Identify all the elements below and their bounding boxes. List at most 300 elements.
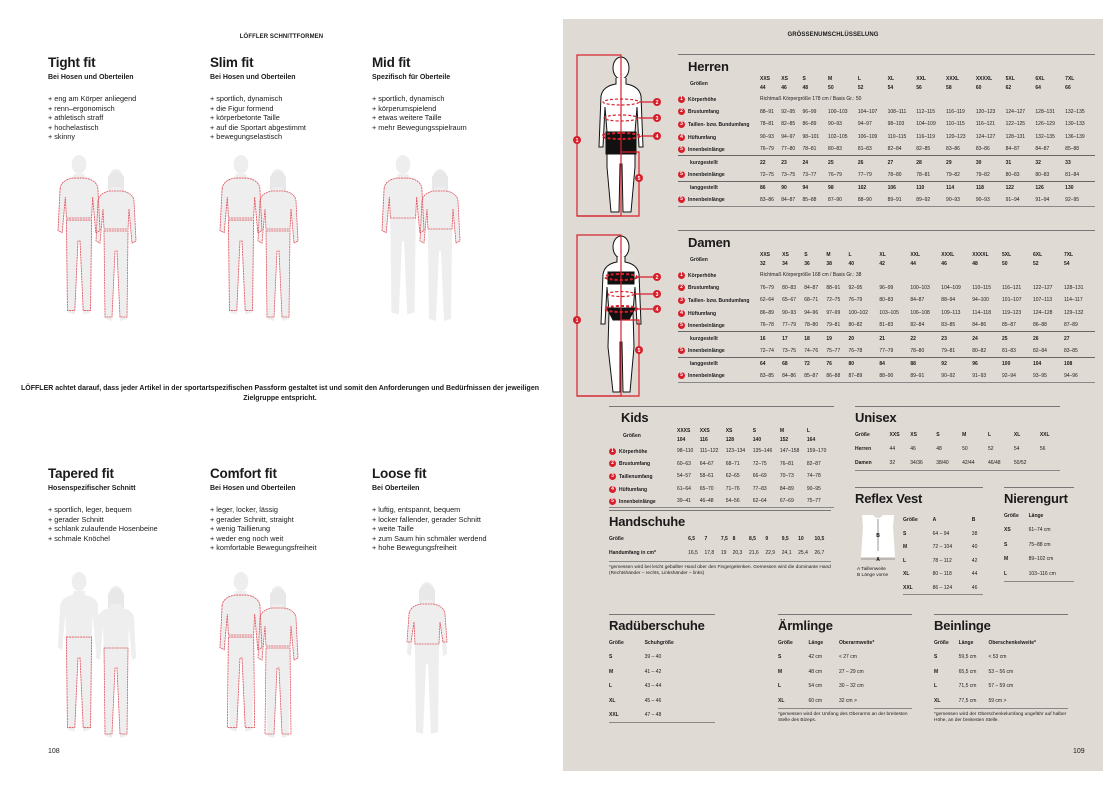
table-cell: 122–127 xyxy=(1032,284,1053,291)
table-cell: 26 xyxy=(858,156,888,169)
table-cell: S xyxy=(778,654,782,661)
table-row xyxy=(609,679,715,694)
table-cell: 120–123 xyxy=(975,108,996,115)
table-row xyxy=(678,194,1095,207)
table-cell: 81–83 xyxy=(1002,347,1016,354)
table-cell: 54 cm xyxy=(808,683,823,690)
table-cell: 75–77 xyxy=(807,495,834,508)
table-cell: 75–77 xyxy=(826,347,841,354)
row-label xyxy=(678,169,760,182)
koerperhoehe-note: Richtmaß Körpergröße 178 cm / Basis Gr.: 50 xyxy=(760,96,862,103)
table-cell: XXL xyxy=(609,708,645,723)
table-cell: 65–67 xyxy=(782,297,797,304)
table-cell: 98–110 xyxy=(677,448,694,455)
table-cell: 27 – 29 cm xyxy=(838,668,864,675)
table-cell: 32 cm > xyxy=(839,694,912,709)
size-table xyxy=(678,250,1095,383)
table-cell: 86 xyxy=(760,181,781,194)
reflex-vest-title: Reflex Vest xyxy=(855,491,923,506)
table-cell: 50 xyxy=(962,446,968,452)
table-cell: 82–84 xyxy=(887,146,902,153)
table-cell: 61–74 cm xyxy=(1028,527,1051,534)
fit-bullet: + sportlich, leger, bequem xyxy=(48,505,132,514)
size-number-cell: 66 xyxy=(1065,85,1071,91)
table-cell: 116–121 xyxy=(975,121,995,128)
table-cell: XL xyxy=(778,694,808,709)
fit-bullet: + etwas weitere Taille xyxy=(372,113,442,123)
table-row xyxy=(678,106,1095,119)
table-cell: 94–96 xyxy=(804,310,819,317)
fit-title: Mid fit xyxy=(372,55,411,70)
number-badge: 4 xyxy=(678,134,685,141)
table-cell: 72–74 xyxy=(760,347,774,354)
table-cell: 20,3 xyxy=(733,546,749,561)
size-cell: XXL xyxy=(916,75,926,82)
table-cell: 84–87 xyxy=(1005,146,1020,153)
table-row xyxy=(609,483,834,496)
table-cell: 108–111 xyxy=(887,108,907,115)
table-cell: 84–87 xyxy=(781,194,802,207)
table-row xyxy=(678,307,1095,320)
table-row xyxy=(678,282,1095,295)
fit-block xyxy=(372,466,532,553)
header-cell: A xyxy=(932,517,937,523)
vest-mark-b: B xyxy=(876,533,880,539)
footnote: *gemessen wird der Oberschenkelumfang ungefähr auf halber Höhe, an der breitesten Stelle. xyxy=(934,711,1067,723)
table-cell: 106–109 xyxy=(857,134,878,141)
table-cell: 91–93 xyxy=(972,370,1002,383)
table-cell: 96–99 xyxy=(879,284,894,291)
table-cell: 100–102 xyxy=(848,310,868,317)
row-label-text: Körperhöhe xyxy=(688,96,717,103)
table-cell: 72 xyxy=(804,357,826,370)
table-cell: 78–80 xyxy=(804,322,819,329)
table-row xyxy=(903,581,983,595)
row-label-text: Innenbeinlänge xyxy=(688,347,725,354)
header-cell: Größe xyxy=(609,536,624,542)
fit-block xyxy=(48,55,208,142)
table-cell: 61–64 xyxy=(677,486,691,493)
table-cell: 85–88 xyxy=(803,194,829,207)
vest-icon xyxy=(859,513,897,561)
table-cell: 89–102 cm xyxy=(1028,556,1054,563)
size-number-cell: 50 xyxy=(828,85,834,91)
table-cell: 116–121 xyxy=(1002,284,1022,291)
row-label xyxy=(678,194,760,207)
table-cell: 98–101 xyxy=(802,134,820,141)
table-cell: 59 cm > xyxy=(988,694,1068,709)
fit-bullet: + komfortable Bewegungsfreiheit xyxy=(210,543,317,553)
header-cell: 10,5 xyxy=(814,536,825,542)
fit-bullet-list xyxy=(210,505,370,553)
table-cell: 24,1 xyxy=(782,546,798,561)
row-label xyxy=(678,319,760,332)
table-cell: 82–87 xyxy=(806,460,821,467)
table-row xyxy=(778,650,912,665)
table-cell: 72–75 xyxy=(826,297,841,304)
table-cell: 58–61 xyxy=(699,473,714,480)
table-cell: 78 – 112 xyxy=(932,557,952,564)
table-cell: 17,8 xyxy=(704,546,720,561)
table-cell: 17 xyxy=(782,332,804,345)
fit-bullet: + luftig, entspannt, bequem xyxy=(372,505,461,514)
size-number-cell: 140 xyxy=(752,437,762,443)
table-cell: 24 xyxy=(972,332,1002,345)
section-title: Nierengurt xyxy=(1004,491,1068,506)
table-cell: 78–81 xyxy=(802,146,817,153)
section-rule xyxy=(678,54,1095,55)
table-cell: S xyxy=(1004,541,1008,548)
row-label xyxy=(609,495,677,508)
table-cell: L xyxy=(934,683,938,690)
section-rule xyxy=(778,614,912,615)
number-badge: 5 xyxy=(678,171,685,178)
header-cell: 8 xyxy=(732,536,736,542)
vest-legend-b: B Länge vorne xyxy=(857,573,889,578)
header-cell: XXL xyxy=(1039,432,1050,438)
table-cell: 76–78 xyxy=(760,322,774,329)
fit-block xyxy=(210,55,370,142)
row-label-text: Brustumfang xyxy=(688,109,720,116)
number-badge: 4 xyxy=(609,486,616,493)
size-cell: XS xyxy=(781,75,788,82)
marker-2: 2 xyxy=(655,275,659,281)
handschuhe-table xyxy=(609,510,831,577)
table-cell: 83–85 xyxy=(760,370,782,383)
table-cell: 90–93 xyxy=(946,194,976,207)
table-cell: 88–94 xyxy=(941,297,956,304)
table-row xyxy=(934,679,1068,694)
table-cell: 90–95 xyxy=(806,486,821,493)
table-cell: 118 xyxy=(976,181,1006,194)
section-title: Beinlinge xyxy=(934,618,991,633)
table-cell: 76–78 xyxy=(848,347,863,354)
table-cell: 87–89 xyxy=(1063,322,1078,329)
table-cell: XXL xyxy=(903,581,933,595)
size-number-cell: 152 xyxy=(779,437,789,443)
number-badge: 5 xyxy=(678,196,685,203)
table-cell: 73–75 xyxy=(781,171,796,178)
size-cell: XXS xyxy=(760,251,771,258)
table-cell: 54–56 xyxy=(726,495,753,508)
table-row xyxy=(609,665,715,680)
header-row xyxy=(903,513,983,527)
nierengurt-table xyxy=(1004,487,1074,582)
table-cell: 96–99 xyxy=(802,108,817,115)
header-cell: L xyxy=(988,432,992,438)
size-number-cell: 62 xyxy=(1005,85,1012,91)
table-cell: 159–170 xyxy=(806,448,827,455)
size-cell: M xyxy=(779,427,785,434)
marker-1: 1 xyxy=(575,138,579,144)
row-label xyxy=(678,156,760,169)
fit-title: Tight fit xyxy=(48,55,96,70)
table-cell: 88–90 xyxy=(858,194,888,207)
table-cell: 18 xyxy=(804,332,826,345)
fit-bullet: + gerader Schnitt, straight xyxy=(210,514,294,524)
section-title: Damen xyxy=(688,235,731,250)
table-row xyxy=(855,442,1060,456)
table-row xyxy=(678,169,1095,182)
number-badge: 5 xyxy=(678,322,685,329)
row-label xyxy=(609,458,677,471)
size-number-cell: 34 xyxy=(782,261,788,267)
table-cell: 44 xyxy=(971,571,978,578)
table-cell: 64 – 94 xyxy=(932,530,950,537)
table-cell: 106 xyxy=(888,181,917,194)
header-cell: 9 xyxy=(765,536,769,542)
table-cell: 29 xyxy=(946,156,976,169)
row-label-text: Innenbeinlänge xyxy=(688,322,725,329)
fit-bullet: + auf die Sportart abgestimmt xyxy=(210,122,306,132)
table-cell: 92 xyxy=(941,357,972,370)
footnote: *gemessen wird der Umfang des Oberarms an der breitesten Stelle des Bizeps. xyxy=(778,711,908,723)
marker-5: 5 xyxy=(637,176,641,182)
table-cell: 85–88 xyxy=(1065,146,1080,153)
sizes-label: Größen xyxy=(623,432,641,439)
fit-title: Loose fit xyxy=(372,466,427,481)
table-cell: 56 xyxy=(1039,446,1046,452)
table-cell: 78–81 xyxy=(760,121,774,128)
table-cell: 88 xyxy=(910,357,941,370)
sizes-label: Größen xyxy=(690,80,708,87)
section-rule xyxy=(609,406,834,407)
radueberschuhe-table xyxy=(609,614,715,723)
table-cell: 48 xyxy=(936,446,942,452)
table-cell: XL xyxy=(609,697,616,704)
size-cell: XS xyxy=(782,251,789,258)
radueberschuhe-table-grid xyxy=(609,636,715,723)
damen-table xyxy=(678,230,1118,383)
row-label-text: Hüftumfang xyxy=(688,134,717,141)
row-label xyxy=(678,269,760,282)
size-number-cell: 52 xyxy=(1032,261,1039,267)
table-cell: 90–92 xyxy=(941,370,972,383)
table-cell: 77–79 xyxy=(879,347,894,354)
table-cell: 80 xyxy=(848,357,879,370)
table-cell: 80 – 118 xyxy=(932,571,952,578)
table-cell: 76–81 xyxy=(779,460,794,467)
size-number-cell: 44 xyxy=(760,85,766,91)
size-cell: XL xyxy=(879,251,886,258)
table-cell: 122 xyxy=(1006,181,1036,194)
table-cell: M xyxy=(609,668,614,675)
marker-4: 4 xyxy=(655,134,659,140)
table-cell: 38 xyxy=(971,530,978,537)
table-cell: 100 xyxy=(1002,357,1033,370)
header-cell: 10 xyxy=(798,536,804,542)
header-cell: Größe xyxy=(778,640,793,646)
fit-bullet: + gerader Schnitt xyxy=(48,514,104,524)
table-row xyxy=(934,650,1068,665)
row-label-text: Innenbeinlänge xyxy=(688,171,725,178)
koerperhoehe-row xyxy=(678,93,1095,106)
table-cell: 23 xyxy=(781,156,802,169)
damen-measurement-figure xyxy=(573,232,673,397)
comfort-fit-figure xyxy=(210,572,320,742)
vest-legend-a: A Taillenweite xyxy=(857,567,886,572)
size-number-cell: 54 xyxy=(887,85,894,91)
table-cell: L xyxy=(778,683,782,690)
beinlinge-table-grid xyxy=(934,636,1068,709)
header-cell: Schuhgröße xyxy=(644,640,674,646)
table-cell: XL xyxy=(934,694,959,709)
table-cell: 22,9 xyxy=(765,546,781,561)
table-row xyxy=(778,665,912,680)
row-label-text: Innenbeinlänge xyxy=(688,373,725,380)
table-cell: 77–79 xyxy=(857,171,872,178)
table-cell: 94–96 xyxy=(1064,370,1095,383)
fit-subtitle: Bei Hosen und Oberteilen xyxy=(48,74,134,81)
fit-bullet: + mehr Bewegungsspielraum xyxy=(372,122,467,132)
kids-size-table xyxy=(609,426,834,508)
table-cell: 68–71 xyxy=(725,460,740,467)
reflex-vest-section xyxy=(855,487,983,591)
row-label xyxy=(609,470,677,483)
size-cell: 7XL xyxy=(1065,75,1075,82)
table-cell: 81–84 xyxy=(1065,171,1080,178)
table-cell: 72–75 xyxy=(752,460,767,467)
table-cell: 84–87 xyxy=(804,284,819,291)
table-cell: 83–86 xyxy=(975,146,990,153)
header-row xyxy=(1004,509,1074,523)
fit-bullet: + locker fallender, gerader Schnitt xyxy=(372,514,481,524)
size-cell: XXS xyxy=(699,427,710,434)
header-cell: Größe xyxy=(855,432,870,438)
sizes-label: Größen xyxy=(690,256,708,263)
table-cell: 52 xyxy=(988,446,994,452)
row-label xyxy=(678,307,760,320)
header-cell: Oberschenkelweite* xyxy=(988,640,1036,646)
size-cell: 5XL xyxy=(1005,75,1015,82)
table-cell: 26 xyxy=(1033,332,1064,345)
row-label-text: langgestellt xyxy=(690,360,718,367)
fit-block xyxy=(210,466,370,553)
row-label xyxy=(678,143,760,156)
header-cell: XL xyxy=(1013,432,1021,438)
table-cell: 106–108 xyxy=(910,310,930,317)
table-cell: 71–76 xyxy=(725,486,740,493)
section-title: Handschuhe xyxy=(609,514,686,529)
table-cell: 110–115 xyxy=(887,134,907,141)
table-cell: L xyxy=(1004,567,1029,582)
header-cell: XXS xyxy=(889,432,900,438)
table-cell: 74–78 xyxy=(806,473,821,480)
table-cell: 77–80 xyxy=(781,146,796,153)
table-cell: 42 xyxy=(971,557,978,564)
table-cell: 124–127 xyxy=(975,134,996,141)
table-cell: 126–129 xyxy=(1035,121,1055,128)
table-cell: 24 xyxy=(803,156,829,169)
size-number-cell: 36 xyxy=(804,261,810,267)
row-label-text: Taillen- bzw. Bundumfang xyxy=(688,297,750,304)
intro-text: LÖFFLER achtet darauf, dass jeder Artikel in der sportartspezifischen Passform gestaltet ist und somit den Anforderungen und Bedürfnissen der jeweiligen Zielgruppe entspricht. xyxy=(21,385,539,402)
header-cell: S xyxy=(936,432,940,438)
table-cell: 74–76 xyxy=(804,347,819,354)
table-cell: 90 xyxy=(781,181,802,194)
size-number-cell: 50 xyxy=(1002,261,1008,267)
size-cell: XXS xyxy=(760,75,771,82)
size-cell: S xyxy=(804,251,808,258)
table-cell: 59,5 cm xyxy=(958,654,977,661)
table-cell: L xyxy=(609,683,613,690)
size-number-cell: 128 xyxy=(725,437,735,443)
row-label xyxy=(678,93,760,106)
koerperhoehe-row xyxy=(678,269,1095,282)
header-cell: 7 xyxy=(704,536,708,542)
table-cell: 110–115 xyxy=(946,121,965,128)
table-row xyxy=(934,694,1068,709)
table-row xyxy=(903,541,983,555)
table-cell: 76–79 xyxy=(760,284,774,291)
row-label xyxy=(678,282,760,295)
fit-subtitle: Hosenspezifischer Schnitt xyxy=(48,485,136,492)
size-cell: XXXXL xyxy=(975,75,993,82)
table-cell: 124–127 xyxy=(1005,108,1026,115)
table-cell: 92–95 xyxy=(1065,194,1095,207)
section-rule xyxy=(678,230,1095,231)
fit-bullet: + körperbetonte Taille xyxy=(210,113,280,123)
table-cell: 33 xyxy=(1065,156,1095,169)
size-table xyxy=(678,74,1095,207)
table-cell: S xyxy=(609,654,613,661)
table-cell: 80–83 xyxy=(1035,171,1050,178)
header-cell: 7,5 xyxy=(720,536,728,542)
table-cell: 94–100 xyxy=(972,297,989,304)
fit-bullet: + körperumspielend xyxy=(372,103,437,113)
row-label xyxy=(678,370,760,383)
table-row xyxy=(778,694,912,709)
footnote: *gemessen wird bei leicht geballter Hand über den Fingergelenken. Gemessen wird die dominante Hand (Rechtshänder – rechts, Linkshänder – links) xyxy=(609,564,831,576)
row-label xyxy=(678,345,760,358)
table-cell: 46 xyxy=(910,446,916,452)
number-badge: 1 xyxy=(678,272,685,279)
header-cell: Länge xyxy=(808,640,824,646)
herren-measurement-figure xyxy=(573,52,673,217)
fit-subtitle: Bei Hosen und Oberteilen xyxy=(210,485,296,492)
table-cell: 103–116 cm xyxy=(1029,567,1074,582)
table-cell: 19 xyxy=(826,332,848,345)
size-cell: XL xyxy=(887,75,894,82)
table-row xyxy=(678,345,1095,358)
marker-2: 2 xyxy=(655,100,659,106)
table-cell: 87–89 xyxy=(848,370,879,383)
row-label xyxy=(678,118,760,131)
size-number-cell: 32 xyxy=(760,261,766,267)
table-cell: XL xyxy=(903,571,910,578)
table-cell: 21,6 xyxy=(749,546,765,561)
size-number-cell: 164 xyxy=(806,437,816,443)
header-cell: XS xyxy=(910,432,917,438)
table-cell: 87–90 xyxy=(828,194,858,207)
table-cell: 76–79 xyxy=(848,297,863,304)
header-cell: Oberarmweite* xyxy=(838,640,875,646)
table-cell: 53 – 56 cm xyxy=(988,668,1014,675)
table-cell: 57 – 59 cm xyxy=(988,683,1014,690)
table-cell: S xyxy=(903,530,907,537)
size-cell: 6XL xyxy=(1035,75,1045,82)
row-label xyxy=(678,357,760,370)
size-number-cell: 56 xyxy=(916,85,922,91)
table-cell: 101–107 xyxy=(1002,297,1022,304)
size-cell: L xyxy=(806,427,810,434)
table-cell: L xyxy=(903,557,907,564)
number-badge: 2 xyxy=(678,284,685,291)
number-badge: 2 xyxy=(609,460,616,467)
table-cell: 72–75 xyxy=(760,171,774,178)
table-cell: 82–85 xyxy=(781,121,796,128)
number-badge: 3 xyxy=(678,121,685,128)
